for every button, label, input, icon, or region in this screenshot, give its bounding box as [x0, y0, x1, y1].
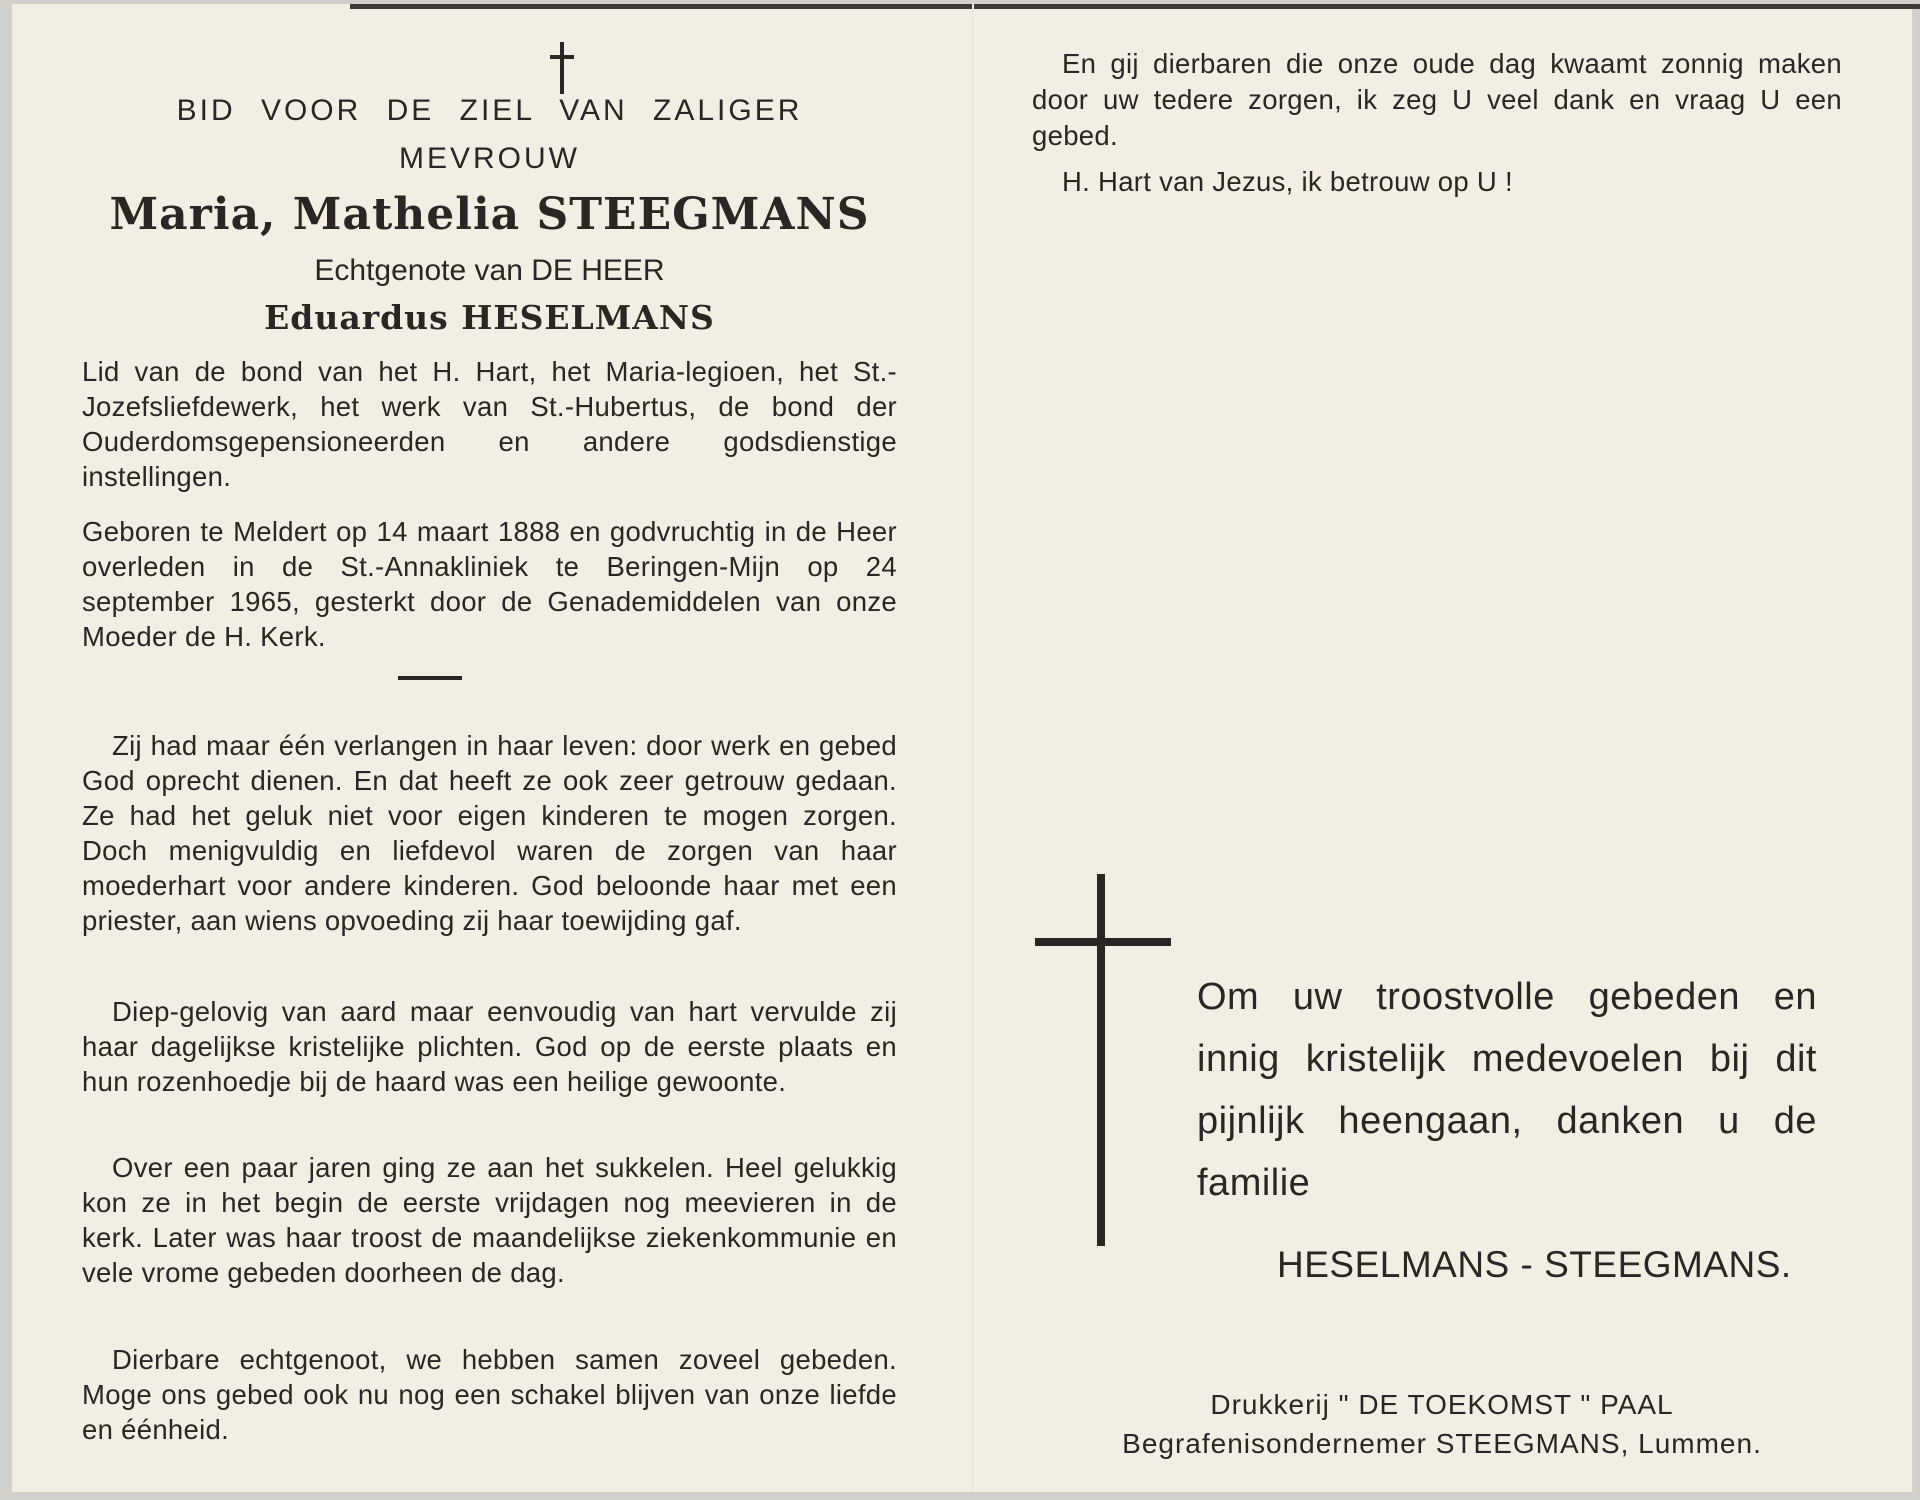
- spouse-relation: Echtgenote van DE HEER: [314, 254, 665, 287]
- memorial-card: [12, 4, 1912, 1492]
- prayer-text: H. Hart van Jezus, ik betrouw op U !: [1062, 166, 1513, 197]
- heading-line-1: BID VOOR DE ZIEL VAN ZALIGER: [176, 94, 803, 127]
- biography-paragraph-2: Diep-gelovig van aard maar eenvoudig van hart vervulde zij haar dagelijkse kristelijke plichten. God op de eerste plaats en hun rozenhoedje bij de haard was een heilige gewoonte.: [82, 996, 897, 1097]
- biography-paragraph-4: Dierbare echtgenoot, we hebben samen zoveel gebeden. Moge ons gebed ook nu nog een schakel blijven van onze liefde en éénheid.: [82, 1344, 897, 1445]
- printer-line-1: Drukkerij " DE TOEKOMST " PAAL: [1210, 1389, 1674, 1420]
- farewell-text: En gij dierbaren die onze oude dag kwaamt zonnig maken door uw tedere zorgen, ik zeg U veel dank en vraag U een gebed.: [1032, 48, 1842, 151]
- biography-paragraph-3: Over een paar jaren ging ze aan het sukkelen. Heel gelukkig kon ze in het begin de eerste vrijdagen nog meevieren in de kerk. Later was haar troost de maandelijkse ziekenkommunie en vele vrome gebeden doorheen de dag.: [82, 1152, 897, 1288]
- small-cross-icon: [547, 42, 577, 94]
- biography-paragraph-1: Zij had maar één verlangen in haar leven: door werk en gebed God oprecht dienen. En dat heeft ze ook zeer getrouw gedaan. Ze had het geluk niet voor eigen kinderen te mogen zorgen. Doch menigvuldig en liefdevol waren de zorgen van haar moederhart voor andere kinderen. God beloonde haar met een priester, aan wiens opvoeding zij haar toewijding gaf.: [82, 730, 897, 936]
- heading-line-2: MEVROUW: [399, 142, 580, 175]
- card-fold: [972, 4, 974, 1492]
- section-divider: [398, 676, 462, 680]
- membership-text: Lid van de bond van het H. Hart, het Maria-legioen, het St.-Jozefsliefdewerk, het werk van St.-Hubertus, de bond der Ouderdomsgepensioneerden en andere godsdienstige instellingen.: [82, 356, 897, 492]
- large-cross-icon: [1035, 874, 1171, 1246]
- spouse-name: Eduardus HESELMANS: [264, 298, 715, 337]
- deceased-name: Maria, Mathelia STEEGMANS: [109, 189, 870, 240]
- printer-line-2: Begrafenisondernemer STEEGMANS, Lummen.: [1122, 1428, 1762, 1459]
- birth-death-text: Geboren te Meldert op 14 maart 1888 en godvruchtig in de Heer overleden in de St.-Annakliniek te Beringen-Mijn op 24 september 1965, gesterkt door de Genademiddelen van onze Moeder de H. Kerk.: [82, 516, 897, 652]
- thanks-text: Om uw troostvolle gebeden en innig kristelijk medevoelen bij dit pijnlijk heengaan, danken u de familie: [1197, 976, 1817, 1204]
- top-edge-line: [350, 4, 1920, 9]
- family-name: HESELMANS - STEEGMANS.: [1277, 1244, 1792, 1285]
